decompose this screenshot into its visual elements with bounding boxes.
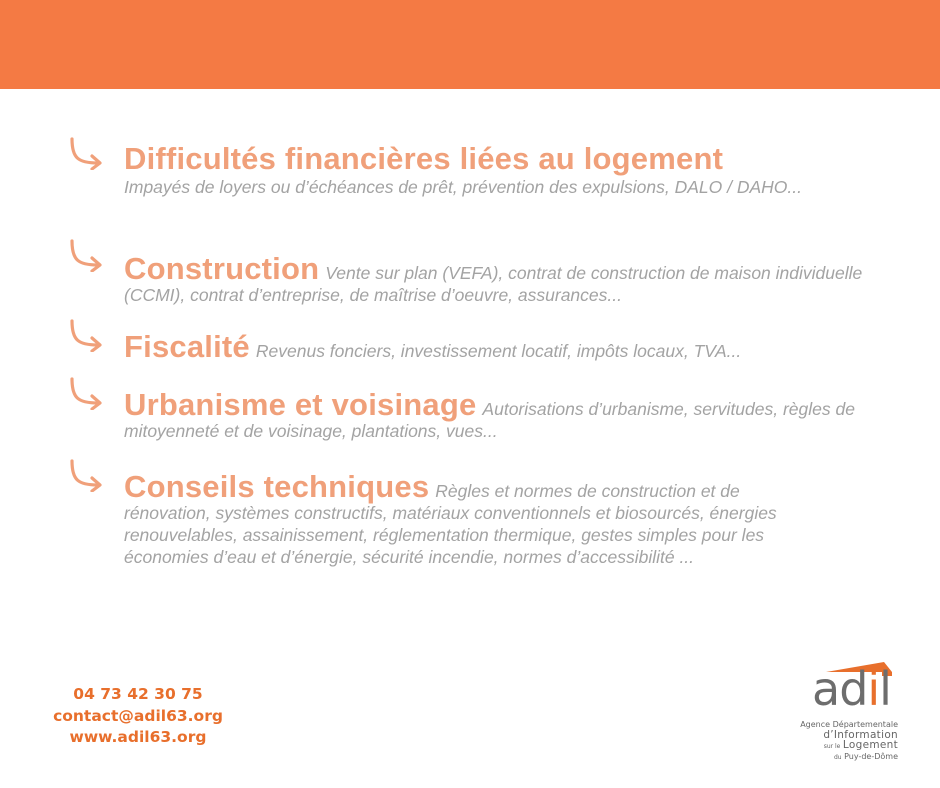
logo-line-3: Logement	[842, 739, 898, 751]
item-description: Revenus fonciers, investissement locatif, impôts locaux, TVA...	[255, 341, 742, 361]
logo-line-2: d’Information	[823, 729, 898, 741]
item-text	[124, 387, 864, 442]
item-text	[124, 329, 864, 364]
top-banner	[0, 0, 940, 89]
logo-line-3-prefix: sur le	[823, 743, 841, 750]
item-title: Construction	[124, 251, 320, 286]
logo-word-suffix: l	[879, 662, 891, 716]
item-title: Conseils techniques	[124, 469, 430, 504]
email-link[interactable]: contact@adil63.org	[53, 706, 223, 725]
contact-info	[40, 684, 236, 749]
item-text	[124, 142, 864, 198]
logo-word-i: i	[867, 662, 880, 716]
item-description: Vente sur plan (VEFA), contrat de construction de maison individuelle (CCMI), contrat d’entreprise, de maîtrise d’oeuvre, assurances...	[124, 263, 863, 305]
curved-arrow-icon	[66, 318, 108, 352]
adil-logo	[800, 658, 908, 764]
curved-arrow-icon	[66, 136, 108, 170]
item-description: Règles et normes de construction et de rénovation, systèmes constructifs, matériaux conventionnels et biosourcés, énergies renouvelables, assainissement, réglementation thermique, gestes simples pour les économies d’eau et d’énergie, sécurité incendie, normes d’accessibilité ...	[124, 481, 777, 567]
logo-line-4-prefix: du	[833, 754, 842, 761]
item-text	[124, 469, 824, 568]
item-title: Fiscalité	[124, 329, 250, 364]
item-title: Difficultés financières liées au logement	[124, 141, 724, 176]
logo-line-1: Agence Départementale	[800, 720, 898, 729]
logo-line-4: Puy-de-Dôme	[844, 752, 898, 761]
website-link[interactable]: www.adil63.org	[69, 728, 207, 746]
logo-wordmark	[812, 662, 891, 716]
item-title: Urbanisme et voisinage	[124, 387, 477, 422]
item-text	[124, 251, 864, 306]
item-description: Impayés de loyers ou d’échéances de prêt, prévention des expulsions, DALO / DAHO...	[124, 177, 802, 197]
logo-tagline	[800, 720, 898, 763]
item-description: Autorisations d’urbanisme, servitudes, règles de mitoyenneté et de voisinage, plantations, vues...	[124, 399, 855, 441]
logo-word-prefix: ad	[812, 662, 868, 716]
curved-arrow-icon	[66, 458, 108, 492]
phone-number: 04 73 42 30 75	[73, 685, 203, 703]
curved-arrow-icon	[66, 238, 108, 272]
curved-arrow-icon	[66, 376, 108, 410]
